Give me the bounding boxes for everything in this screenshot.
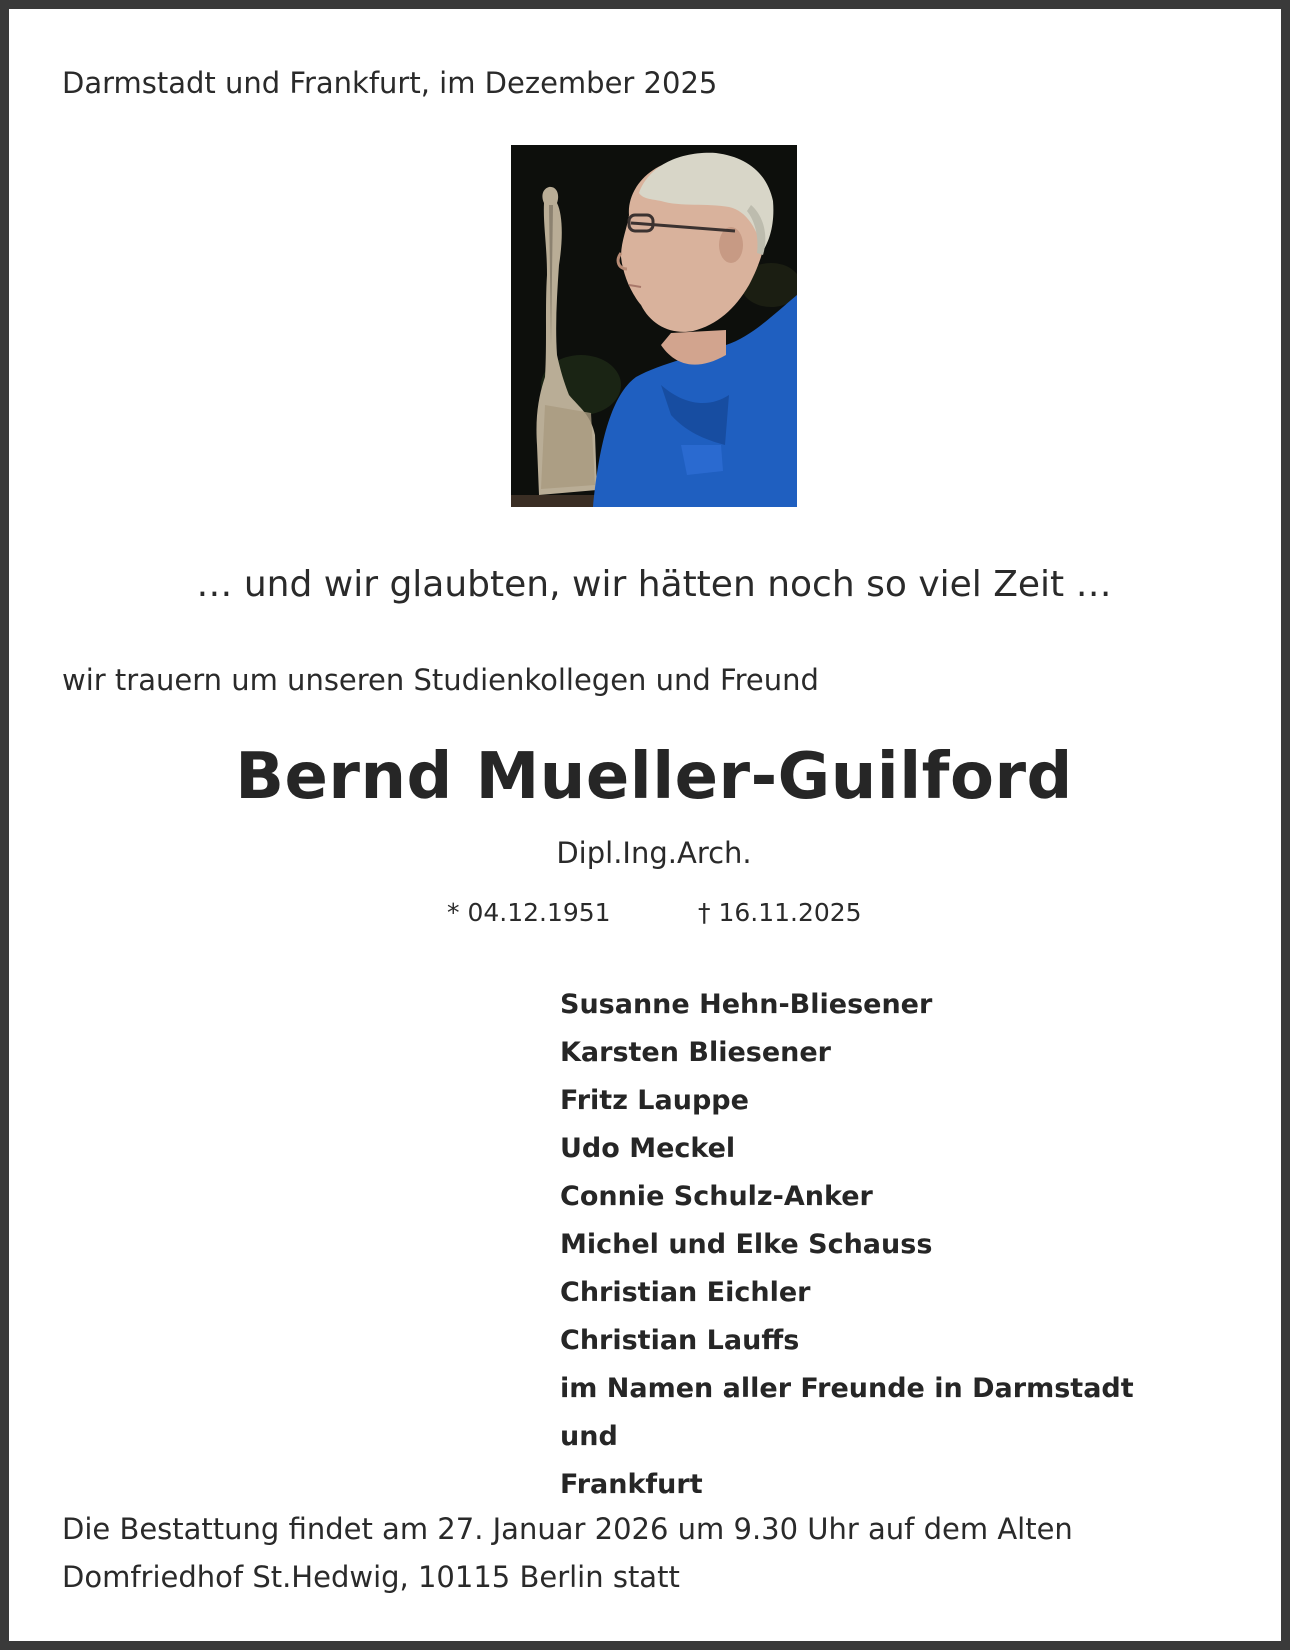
mourning-intro: wir trauern um unseren Studienkollegen und Freund [62,663,819,697]
mourner-name: Christian Eichler [560,1277,811,1308]
funeral-info-line: Domfriedhof St.Hedwig, 10115 Berlin statt [62,1560,680,1594]
deceased-name: Bernd Mueller-Guilford [235,740,1073,814]
mourner-name: im Namen aller Freunde in Darmstadt und [560,1373,1134,1452]
funeral-info [62,1505,1182,1601]
mourner-name: Fritz Lauppe [560,1085,749,1116]
mourner-name: Susanne Hehn-Bliesener [560,989,933,1020]
mourner-name: Frankfurt [560,1469,703,1500]
mourners-list [560,981,1200,1509]
portrait-photo [511,145,797,507]
mourner-name: Michel und Elke Schauss [560,1229,933,1260]
deceased-title: Dipl.Ing.Arch. [556,836,752,870]
mourner-name: Connie Schulz-Anker [560,1181,873,1212]
memorial-quote: … und wir glaubten, wir hätten noch so viel Zeit … [196,564,1112,605]
birth-date: * 04.12.1951 [447,898,611,927]
funeral-info-line: Die Bestattung findet am 27. Januar 2026 um 9.30 Uhr auf dem Alten [62,1512,1073,1546]
mourner-name: Udo Meckel [560,1133,736,1164]
mourner-name: Christian Lauffs [560,1325,800,1356]
death-date: † 16.11.2025 [698,898,862,927]
location-date: Darmstadt und Frankfurt, im Dezember 2025 [62,66,718,100]
mourner-name: Karsten Bliesener [560,1037,832,1068]
